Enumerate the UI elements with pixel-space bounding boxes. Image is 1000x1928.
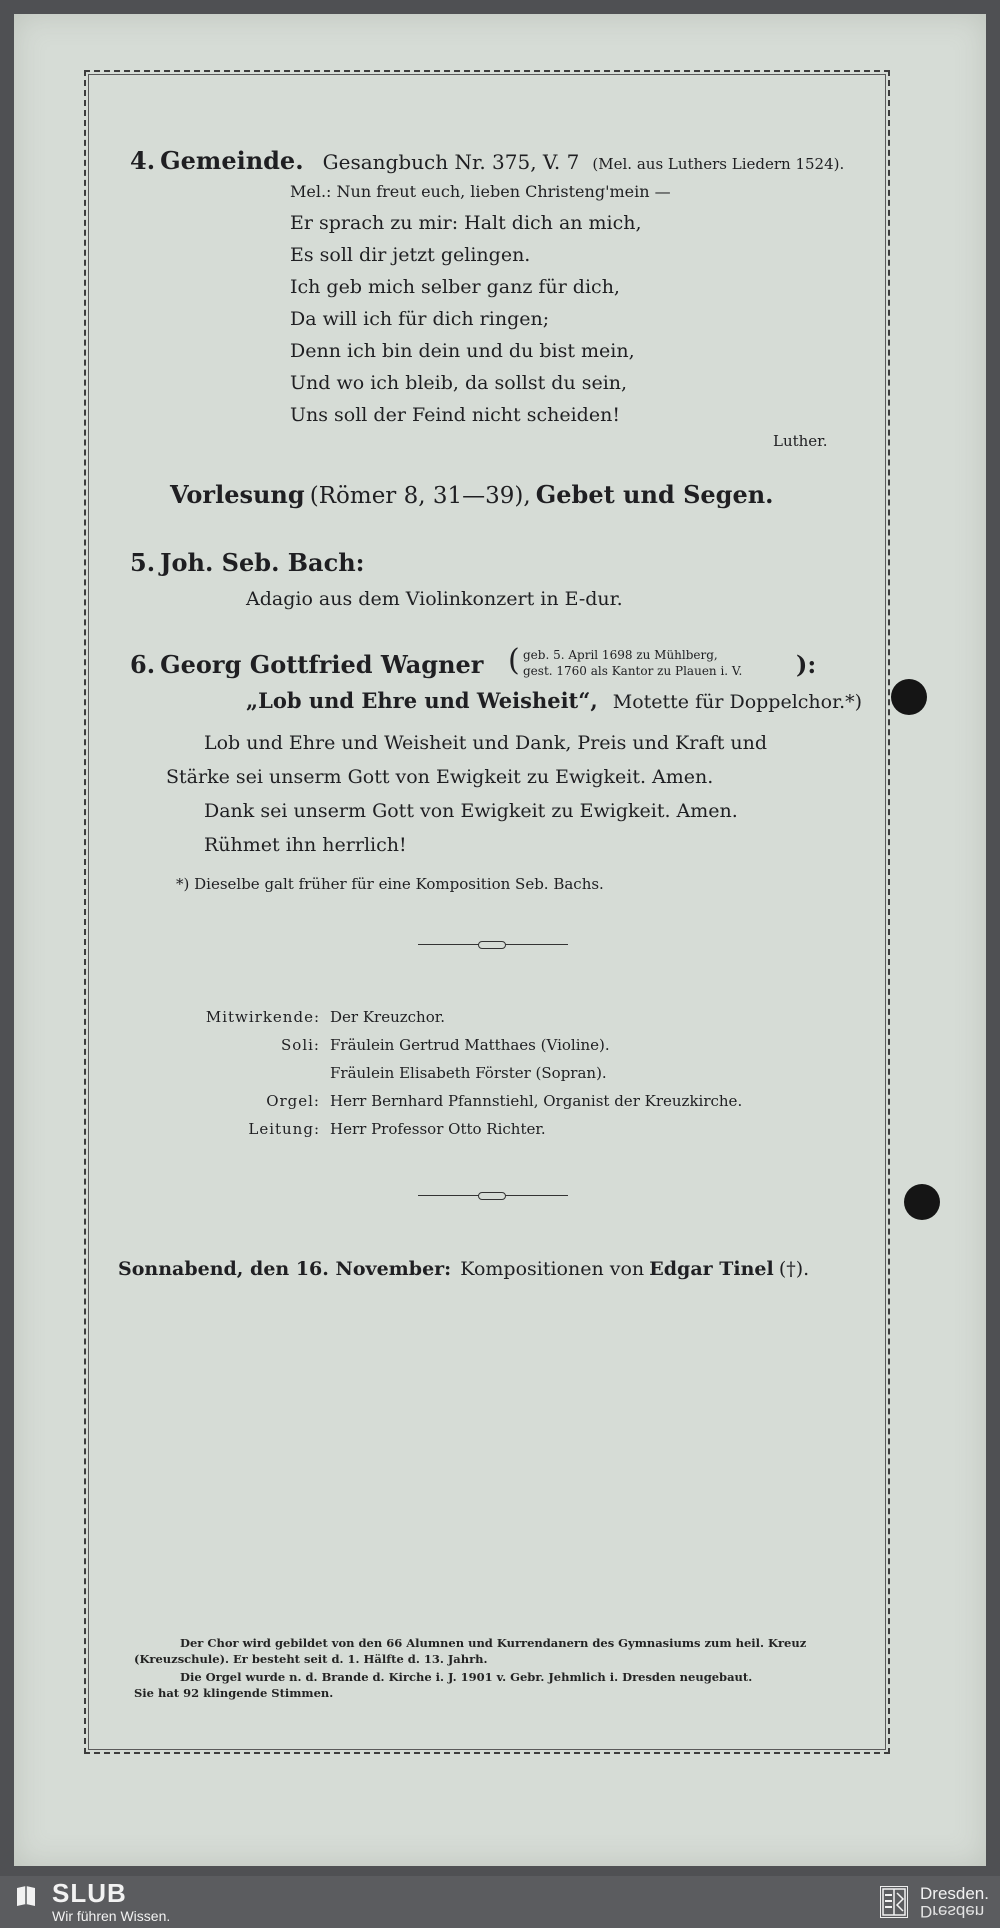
performer-role-4: Orgel: [266,1092,320,1110]
next-program: Kompositionen von [460,1258,645,1280]
performer-role-2: Soli: [281,1036,320,1054]
dresden-crest-icon [880,1886,908,1918]
reading-label: Vorlesung [170,480,305,509]
motet-text-2: Stärke sei unserm Gott von Ewigkeit zu Ewigkeit. Amen. [166,766,714,788]
reading-reference: (Römer 8, 31—39), [309,483,531,509]
verse-line-3: Ich geb mich selber ganz für dich, [290,276,620,298]
item5-work: Adagio aus dem Violinkonzert in E-dur. [246,588,623,610]
divider-ornament [418,1191,568,1201]
item6-work-title: „Lob und Ehre und Weisheit“, [246,688,598,713]
next-composer: Edgar Tinel [649,1258,774,1280]
motet-text-4: Rühmet ihn herrlich! [204,834,407,856]
item4-title: Gemeinde. [160,146,304,175]
performer-name-2: Fräulein Gertrud Matthaes (Violine). [330,1036,610,1054]
dresden-wordmark[interactable]: Dresden. [920,1884,989,1903]
reading-prayer: Gebet und Segen. [535,480,774,509]
performer-name-4: Herr Bernhard Pfannstiehl, Organist der Kreuzkirche. [330,1092,743,1110]
item6-footnote: *) Dieselbe galt früher für eine Komposition Seb. Bachs. [176,875,604,893]
item6-heading [130,650,483,679]
item6-bio-line2: gest. 1760 als Kantor zu Plauen i. V. [523,664,743,678]
performer-name-1: Der Kreuzchor. [330,1008,446,1026]
item4-author: Luther. [773,432,828,450]
item6-bio-line1: geb. 5. April 1698 zu Mühlberg, [523,648,718,662]
verse-line-1: Er sprach zu mir: Halt dich an mich, [290,212,642,234]
next-concert [118,1258,809,1280]
item4-heading [130,146,844,175]
item4-hymn-ref: Gesangbuch Nr. 375, V. 7 [322,150,580,174]
slub-logo-icon [14,1884,38,1908]
next-date: Sonnabend, den 16. November: [118,1258,452,1280]
item6-work-line [246,688,862,713]
performer-role-5: Leitung: [248,1120,320,1138]
motet-text-3: Dank sei unserm Gott von Ewigkeit zu Ewigkeit. Amen. [204,800,738,822]
performer-role-1: Mitwirkende: [205,1008,320,1026]
verse-line-6: Und wo ich bleib, da sollst du sein, [290,372,628,394]
item4-number: 4. [130,146,156,175]
performer-name-3: Fräulein Elisabeth Förster (Sopran). [330,1064,607,1082]
item5-title: Joh. Seb. Bach: [160,548,365,577]
slub-brand[interactable]: SLUB [52,1878,127,1908]
fine-print-4: Sie hat 92 klingende Stimmen. [134,1686,334,1700]
punch-hole [891,679,927,715]
verse-line-2: Es soll dir jetzt gelingen. [290,244,531,266]
motet-text-1: Lob und Ehre und Weisheit und Dank, Preis und Kraft und [204,732,768,754]
punch-hole [904,1184,940,1220]
item4-melody-note: (Mel. aus Luthers Liedern 1524). [592,155,845,173]
item6-work-desc: Motette für Doppelchor.*) [612,691,863,713]
verse-line-4: Da will ich für dich ringen; [290,308,550,330]
verse-line-7: Uns soll der Feind nicht scheiden! [290,404,620,426]
fine-print-1: Der Chor wird gebildet von den 66 Alumnen und Kurrendanern des Gymnasiums zum heil. Kreuz [180,1636,807,1650]
divider-ornament [418,940,568,950]
bio-bracket-open: ( [508,643,520,678]
item5-number: 5. [130,548,156,577]
library-footer [0,1876,1000,1928]
performer-name-5: Herr Professor Otto Richter. [330,1120,546,1138]
item6-title: Georg Gottfried Wagner [160,650,484,679]
reading-line [170,480,774,509]
item4-melody: Mel.: Nun freut euch, lieben Christeng'mein — [290,182,671,201]
fine-print-2: (Kreuzschule). Er besteht seit d. 1. Hälfte d. 13. Jahrh. [134,1652,488,1666]
item6-bio-close: ): [796,650,817,679]
next-mark: (†). [778,1258,810,1280]
item5-heading [130,548,365,577]
verse-line-5: Denn ich bin dein und du bist mein, [290,340,635,362]
slub-tagline: Wir führen Wissen. [52,1908,171,1924]
item6-number: 6. [130,650,156,679]
fine-print-3: Die Orgel wurde n. d. Brande d. Kirche i. J. 1901 v. Gebr. Jehmlich i. Dresden neugebaut. [180,1670,753,1684]
dresden-wordmark-mirror: Dresden [920,1902,985,1921]
